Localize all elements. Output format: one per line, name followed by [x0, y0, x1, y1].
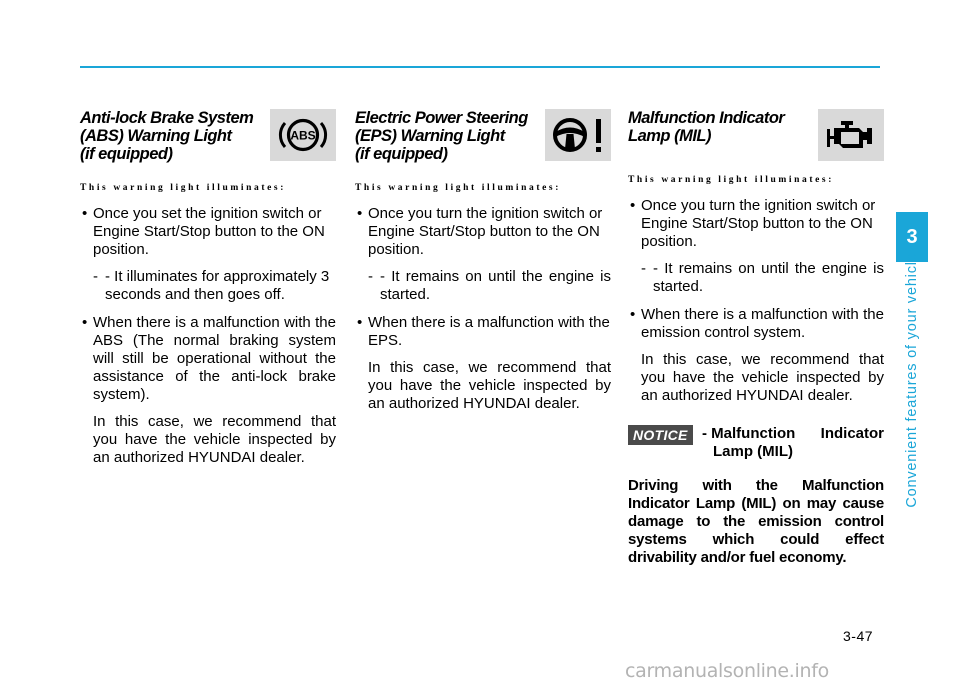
eps-heading-line1: Electric Power Steering [355, 109, 528, 127]
notice-title-word: Indicator [820, 425, 884, 442]
eps-bullet-1: • Once you turn the ignition switch or Engine Start/Stop button to the ON position. [357, 205, 603, 258]
abs-sub-1-text: - It illuminates for approximately 3 seconds and then goes off. [105, 268, 330, 303]
top-rule [80, 66, 880, 68]
abs-heading-line3: (if equipped) [80, 145, 173, 163]
eps-sub-1: - - It remains on until the engine is started. [368, 268, 611, 303]
notice-title [702, 425, 884, 461]
abs-bullet-1-text: Once you set the ignition switch or Engine Start/Stop button to the ON position. [93, 205, 325, 258]
abs-illum-label: This warning light illuminates: [80, 183, 286, 193]
mil-bullet-2: • When there is a malfunction with the emission control system. [630, 306, 884, 341]
mil-bullet-2-text: When there is a malfunction with the emission control system. [641, 306, 884, 341]
eps-heading-row [355, 105, 611, 165]
notice-title-line2: Lamp (MIL) [713, 443, 793, 460]
abs-heading-line1: Anti-lock Brake System [80, 109, 254, 127]
abs-heading-row [80, 105, 336, 165]
mil-section [628, 105, 884, 567]
abs-bullet-1: • Once you set the ignition switch or Engine Start/Stop button to the ON position. [82, 205, 325, 258]
svg-text:ABS: ABS [290, 128, 316, 143]
abs-paragraph: In this case, we recommend that you have the vehicle inspected by an authorized HYUNDAI dealer. [93, 413, 336, 466]
notice-body: Driving with the Malfunction Indicator Lamp (MIL) on may cause damage to the emission control systems which could effect drivability and/or fuel economy. [628, 477, 884, 566]
eps-bullet-2-text: When there is a malfunction with the EPS. [368, 314, 610, 349]
mil-bullet-1-text: Once you turn the ignition switch or Engine Start/Stop button to the ON position. [641, 197, 876, 250]
eps-sub-1-text: - It remains on until the engine is started. [380, 268, 611, 303]
eps-heading-line2: (EPS) Warning Light [355, 127, 505, 145]
eps-bullet-1-text: Once you turn the ignition switch or Engine Start/Stop button to the ON position. [368, 205, 603, 258]
chapter-tab: 3 [896, 212, 928, 262]
abs-sub-1: - - It illuminates for approximately 3 seconds and then goes off. [93, 268, 330, 303]
mil-bullet-1: • Once you turn the ignition switch or Engine Start/Stop button to the ON position. [630, 197, 876, 250]
mil-heading-row [628, 105, 884, 165]
mil-heading-line2: Lamp (MIL) [628, 127, 711, 145]
abs-heading [80, 105, 265, 163]
page-number: 3-47 [843, 628, 874, 644]
abs-bullet-2: • When there is a malfunction with the ABS (The normal braking system will still be operational without the assistance of the anti-lock brake system). [82, 314, 336, 403]
chapter-title: Convenient features of your vehicle [904, 252, 920, 508]
engine-check-icon [818, 109, 884, 161]
notice-header [628, 425, 884, 463]
mil-heading-line1: Malfunction Indicator [628, 109, 785, 127]
mil-heading [628, 105, 813, 145]
eps-bullet-2: • When there is a malfunction with the EPS. [357, 314, 610, 349]
mil-sub-1: - - It remains on until the engine is started. [641, 260, 884, 295]
abs-warning-icon [270, 109, 336, 161]
eps-warning-icon [545, 109, 611, 161]
eps-heading [355, 105, 540, 163]
abs-section [80, 105, 336, 476]
notice-badge: NOTICE [628, 425, 693, 445]
mil-paragraph: In this case, we recommend that you have the vehicle inspected by an authorized HYUNDAI dealer. [641, 351, 884, 404]
eps-heading-line3: (if equipped) [355, 145, 448, 163]
abs-heading-line2: (ABS) Warning Light [80, 127, 232, 145]
mil-sub-1-text: - It remains on until the engine is started. [653, 260, 884, 295]
eps-paragraph: In this case, we recommend that you have the vehicle inspected by an authorized HYUNDAI dealer. [368, 359, 611, 412]
notice-title-dash: - Malfunction [702, 425, 796, 442]
eps-illum-label: This warning light illuminates: [355, 183, 561, 193]
watermark: carmanualsonline.info [625, 660, 829, 682]
abs-bullet-2-text: When there is a malfunction with the ABS (The normal braking system will still be operational without the assistance of the anti-lock brake system). [93, 314, 336, 403]
mil-illum-label: This warning light illuminates: [628, 175, 834, 185]
eps-section [355, 105, 611, 422]
